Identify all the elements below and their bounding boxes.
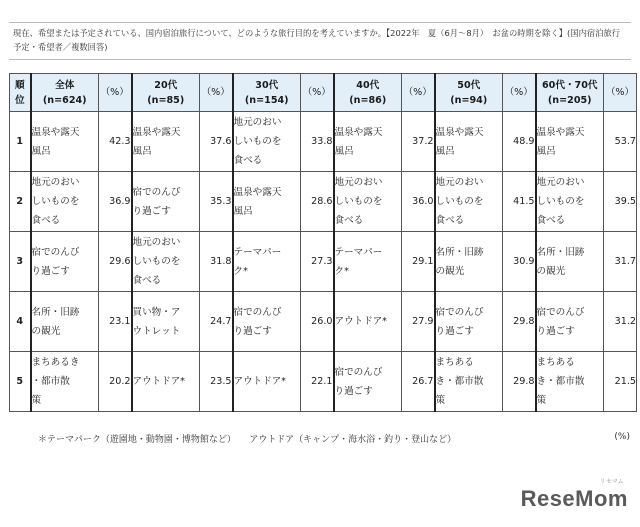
rank-number: 2 xyxy=(10,172,31,232)
purpose-percent: 37.6 xyxy=(200,112,233,172)
purpose-percent: 42.3 xyxy=(99,112,132,172)
column-header xyxy=(233,74,301,112)
table-row xyxy=(10,112,637,172)
purpose-item: 名所・旧跡 の観光 xyxy=(536,232,604,292)
percent-header: （%） xyxy=(200,74,233,112)
column-sample-size: (n=85) xyxy=(147,94,185,106)
purpose-percent: 35.3 xyxy=(200,172,233,232)
column-group-label: 60代・70代 xyxy=(542,79,598,91)
purpose-item: 宿でのんび り過ごす xyxy=(536,292,604,352)
purpose-percent: 21.5 xyxy=(604,352,637,412)
percent-header: （%） xyxy=(402,74,435,112)
purpose-item: 宿でのんび り過ごす xyxy=(132,172,200,232)
purpose-item: アウトドア* xyxy=(233,352,301,412)
purpose-percent: 20.2 xyxy=(99,352,132,412)
purpose-percent: 26.0 xyxy=(301,292,334,352)
table-row xyxy=(10,352,637,412)
purpose-percent: 37.2 xyxy=(402,112,435,172)
purpose-percent: 23.1 xyxy=(99,292,132,352)
purpose-percent: 39.5 xyxy=(604,172,637,232)
purpose-item: 地元のおい しいものを 食べる xyxy=(435,172,503,232)
footnote-note: ＊テーマパーク（遊園地・動物園・博物館など） アウトドア（キャンプ・海水浴・釣り・登山など） xyxy=(38,435,457,445)
column-sample-size: (n=154) xyxy=(244,94,289,106)
purpose-percent: 31.7 xyxy=(604,232,637,292)
purpose-percent: 27.3 xyxy=(301,232,334,292)
logo-text: ReseMom xyxy=(520,486,628,511)
percent-header: （%） xyxy=(503,74,536,112)
purpose-item: 温泉や露天 風呂 xyxy=(334,112,402,172)
rank-header: 順 位 xyxy=(10,74,31,112)
purpose-item: 宿でのんび り過ごす xyxy=(334,352,402,412)
column-sample-size: (n=624) xyxy=(42,94,87,106)
purpose-percent: 29.6 xyxy=(99,232,132,292)
purpose-percent: 33.8 xyxy=(301,112,334,172)
purpose-item: まちある き・都市散 策 xyxy=(536,352,604,412)
column-sample-size: (n=205) xyxy=(547,94,592,106)
purpose-percent: 31.8 xyxy=(200,232,233,292)
purpose-item: まちある き・都市散 策 xyxy=(435,352,503,412)
purpose-percent: 36.0 xyxy=(402,172,435,232)
rank-number: 1 xyxy=(10,112,31,172)
resemom-logo xyxy=(520,479,628,512)
rank-number: 4 xyxy=(10,292,31,352)
purpose-percent: 22.1 xyxy=(301,352,334,412)
purpose-item: 地元のおい しいものを 食べる xyxy=(31,172,99,232)
purpose-item: まちあるき ・都市散 策 xyxy=(31,352,99,412)
ranking-table xyxy=(9,73,637,412)
column-group-label: 30代 xyxy=(255,79,279,91)
purpose-item: アウトドア* xyxy=(132,352,200,412)
purpose-percent: 30.9 xyxy=(503,232,536,292)
purpose-item: 名所・旧跡 の観光 xyxy=(435,232,503,292)
purpose-percent: 48.9 xyxy=(503,112,536,172)
column-header xyxy=(132,74,200,112)
purpose-percent: 24.7 xyxy=(200,292,233,352)
purpose-percent: 31.2 xyxy=(604,292,637,352)
rank-number: 5 xyxy=(10,352,31,412)
purpose-item: 地元のおい しいものを 食べる xyxy=(536,172,604,232)
column-group-label: 20代 xyxy=(154,79,178,91)
purpose-item: 温泉や露天 風呂 xyxy=(233,172,301,232)
column-group-label: 40代 xyxy=(356,79,380,91)
purpose-item: 地元のおい しいものを 食べる xyxy=(233,112,301,172)
purpose-item: アウトドア* xyxy=(334,292,402,352)
purpose-item: 温泉や露天 風呂 xyxy=(132,112,200,172)
column-header xyxy=(435,74,503,112)
percent-header: （%） xyxy=(604,74,637,112)
column-header xyxy=(31,74,99,112)
purpose-item: 温泉や露天 風呂 xyxy=(31,112,99,172)
purpose-percent: 27.9 xyxy=(402,292,435,352)
purpose-item: 温泉や露天 風呂 xyxy=(536,112,604,172)
purpose-percent: 29.8 xyxy=(503,292,536,352)
purpose-item: 宿でのんび り過ごす xyxy=(31,232,99,292)
logo-kana: リセマム xyxy=(600,479,624,485)
rank-number: 3 xyxy=(10,232,31,292)
purpose-percent: 36.9 xyxy=(99,172,132,232)
column-header xyxy=(536,74,604,112)
purpose-percent: 29.1 xyxy=(402,232,435,292)
percent-header: （%） xyxy=(99,74,132,112)
purpose-percent: 41.5 xyxy=(503,172,536,232)
column-group-label: 50代 xyxy=(457,79,481,91)
percent-header: （%） xyxy=(301,74,334,112)
footnote-unit: (%) xyxy=(614,432,630,442)
purpose-item: 地元のおい しいものを 食べる xyxy=(132,232,200,292)
table-row xyxy=(10,232,637,292)
table-row xyxy=(10,172,637,232)
column-header xyxy=(334,74,402,112)
purpose-item: 名所・旧跡 の観光 xyxy=(31,292,99,352)
table-header-row xyxy=(10,74,637,112)
purpose-percent: 28.6 xyxy=(301,172,334,232)
purpose-item: 地元のおい しいものを 食べる xyxy=(334,172,402,232)
purpose-item: 温泉や露天 風呂 xyxy=(435,112,503,172)
purpose-item: テーマパー ク* xyxy=(334,232,402,292)
column-sample-size: (n=94) xyxy=(450,94,488,106)
table-row xyxy=(10,292,637,352)
purpose-percent: 23.5 xyxy=(200,352,233,412)
column-group-label: 全体 xyxy=(55,79,75,91)
question-caption: 現在、希望または予定されている、国内宿泊旅行について、どのような旅行目的を考えていますか。【2022年 夏（6月～8月） お盆の時期を除く】(国内宿泊旅行予定・希望者／複数回答) xyxy=(9,22,631,60)
purpose-percent: 29.8 xyxy=(503,352,536,412)
column-sample-size: (n=86) xyxy=(349,94,387,106)
purpose-item: テーマパー ク* xyxy=(233,232,301,292)
purpose-item: 買い物・ア ウトレット xyxy=(132,292,200,352)
purpose-percent: 53.7 xyxy=(604,112,637,172)
purpose-item: 宿でのんび り過ごす xyxy=(435,292,503,352)
purpose-percent: 26.7 xyxy=(402,352,435,412)
purpose-item: 宿でのんび り過ごす xyxy=(233,292,301,352)
